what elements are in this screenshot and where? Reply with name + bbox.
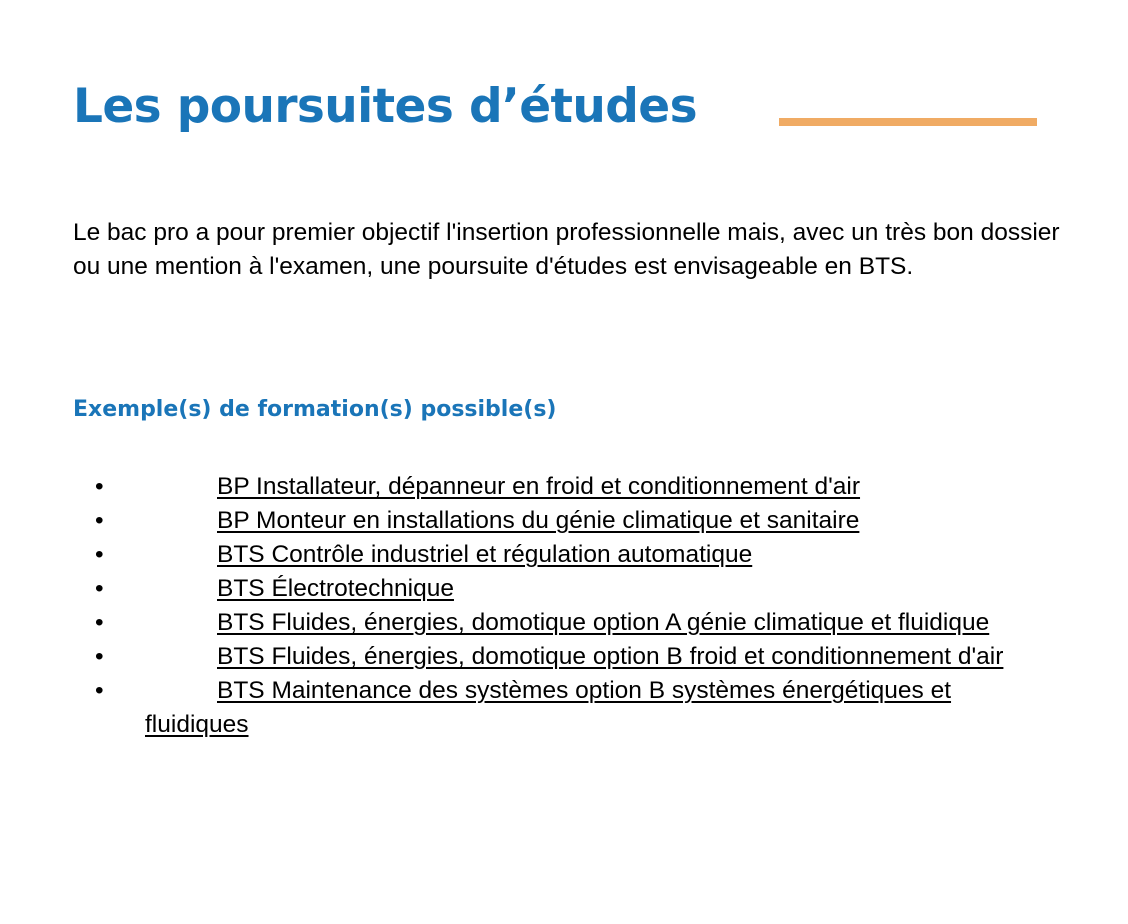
intro-paragraph: Le bac pro a pour premier objectif l'insertion professionnelle mais, avec un très bon dossier ou une mention à l'examen, une poursuite d'études est envisageable en BTS. (73, 219, 1060, 280)
bullet-icon: • (95, 507, 104, 534)
formation-link[interactable]: BTS Contrôle industriel et régulation automatique (217, 541, 753, 568)
formation-link[interactable]: BP Monteur en installations du génie climatique et sanitaire (217, 507, 860, 534)
formation-link[interactable]: BP Installateur, dépanneur en froid et conditionnement d'air (217, 473, 861, 500)
title-accent-rule (779, 118, 1037, 126)
bullet-icon: • (95, 575, 104, 602)
formation-link[interactable]: BTS Fluides, énergies, domotique option B froid et conditionnement d'air (217, 643, 1004, 670)
section-heading: Exemple(s) de formation(s) possible(s) (73, 397, 557, 422)
bullet-icon: • (95, 609, 104, 636)
page-title: Les poursuites d’études (73, 79, 697, 134)
list-item (0, 606, 1025, 640)
list-item (0, 674, 1025, 742)
bullet-icon: • (95, 541, 104, 568)
bullet-icon: • (95, 643, 104, 670)
formation-link[interactable]: BTS Électrotechnique (217, 575, 454, 602)
bullet-icon: • (95, 677, 104, 704)
bullet-icon: • (95, 473, 104, 500)
formation-link[interactable]: BTS Maintenance des systèmes option B systèmes énergétiques et fluidiques (145, 677, 952, 738)
list-item (0, 504, 1025, 538)
list-item (0, 640, 1025, 674)
formation-link[interactable]: BTS Fluides, énergies, domotique option A génie climatique et fluidique (217, 609, 990, 636)
list-item (0, 470, 1025, 504)
list-item (0, 572, 1025, 606)
list-item (0, 538, 1025, 572)
formation-list (0, 470, 1128, 742)
